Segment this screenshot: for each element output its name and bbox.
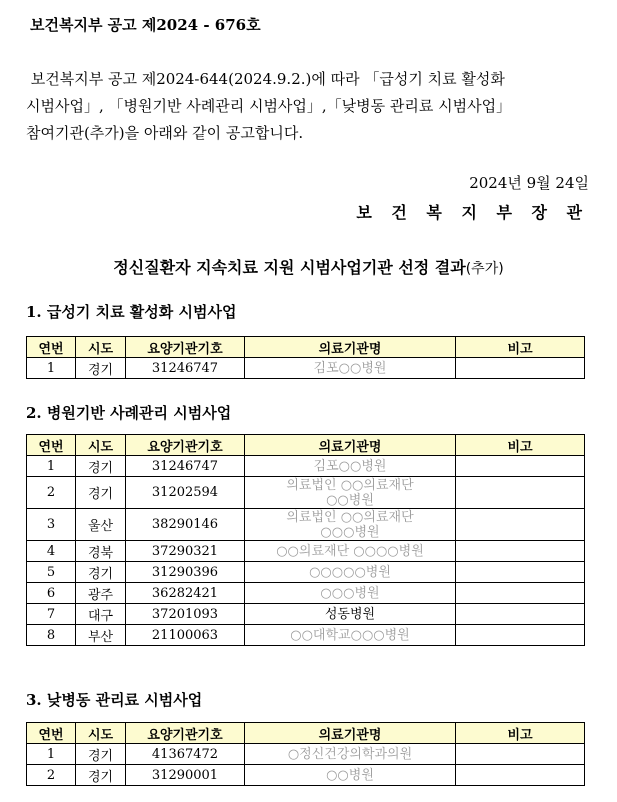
table-header-row [27, 435, 585, 456]
cell-note [456, 562, 585, 583]
table-row [27, 562, 585, 583]
cell-code: 21100063 [126, 625, 245, 646]
cell-code: 31246747 [126, 358, 245, 379]
table-row [27, 477, 585, 509]
cell-note [456, 765, 585, 786]
cell-note [456, 625, 585, 646]
cell-region: 광주 [76, 583, 126, 604]
cell-institution-name: ○○대학교○○○병원 [245, 625, 456, 646]
cell-institution-name: 의료법인 ○○의료재단 ○○병원 [245, 477, 456, 509]
section-heading: 3. 낮병동 관리료 시범사업 [26, 691, 203, 709]
cell-no: 8 [27, 625, 76, 646]
cell-no: 3 [27, 509, 76, 541]
table-row [27, 604, 585, 625]
table-row [27, 744, 585, 765]
title-suffix: (추가) [465, 261, 504, 277]
cell-region: 부산 [76, 625, 126, 646]
col-header-note: 비고 [456, 723, 585, 744]
cell-no: 7 [27, 604, 76, 625]
cell-institution-name: 성동병원 [245, 604, 456, 625]
table-row [27, 583, 585, 604]
body-line: 참여기관(추가)을 아래와 같이 공고합니다. [26, 124, 304, 142]
col-header-name: 의료기관명 [245, 435, 456, 456]
cell-institution-name: 의료법인 ○○의료재단 ○○○병원 [245, 509, 456, 541]
cell-no: 1 [27, 744, 76, 765]
cell-no: 5 [27, 562, 76, 583]
cell-institution-name: ○○○○○병원 [245, 562, 456, 583]
cell-institution-name: ○○○병원 [245, 583, 456, 604]
institution-table [26, 434, 585, 646]
cell-no: 6 [27, 583, 76, 604]
section-heading: 1. 급성기 치료 활성화 시범사업 [26, 303, 237, 321]
cell-no: 2 [27, 765, 76, 786]
cell-region: 경북 [76, 541, 126, 562]
cell-region: 경기 [76, 744, 126, 765]
cell-institution-name: ○○의료재단 ○○○○병원 [245, 541, 456, 562]
col-header-note: 비고 [456, 337, 585, 358]
body-line: 보건복지부 공고 제2024-644(2024.9.2.)에 따라 「급성기 치료 활성화 [26, 70, 505, 88]
col-header-code: 요양기관기호 [126, 337, 245, 358]
cell-note [456, 541, 585, 562]
notice-date: 2024년 9월 24일 [469, 174, 589, 192]
section-heading: 2. 병원기반 사례관리 시범사업 [26, 404, 232, 422]
cell-region: 경기 [76, 358, 126, 379]
table-row [27, 358, 585, 379]
issuer-signature: 보 건 복 지 부 장 관 [356, 203, 589, 222]
col-header-no: 연번 [27, 337, 76, 358]
col-header-region: 시도 [76, 435, 126, 456]
cell-region: 울산 [76, 509, 126, 541]
cell-code: 37201093 [126, 604, 245, 625]
col-header-name: 의료기관명 [245, 723, 456, 744]
cell-region: 대구 [76, 604, 126, 625]
table-row [27, 541, 585, 562]
cell-code: 31202594 [126, 477, 245, 509]
notice-number: 보건복지부 공고 제2024 - 676호 [30, 16, 261, 34]
institution-table [26, 336, 585, 379]
cell-code: 37290321 [126, 541, 245, 562]
table-header-row [27, 337, 585, 358]
institution-table [26, 722, 585, 786]
cell-institution-name: ○정신건강의학과의원 [245, 744, 456, 765]
col-header-code: 요양기관기호 [126, 723, 245, 744]
title-main: 정신질환자 지속치료 지원 시범사업기관 선정 결과 [113, 258, 466, 277]
table-row [27, 765, 585, 786]
cell-region: 경기 [76, 477, 126, 509]
cell-note [456, 583, 585, 604]
table-header-row [27, 723, 585, 744]
cell-region: 경기 [76, 456, 126, 477]
col-header-region: 시도 [76, 337, 126, 358]
document-title [0, 255, 617, 278]
col-header-code: 요양기관기호 [126, 435, 245, 456]
cell-code: 31246747 [126, 456, 245, 477]
table-row [27, 509, 585, 541]
cell-region: 경기 [76, 562, 126, 583]
cell-note [456, 604, 585, 625]
cell-code: 31290396 [126, 562, 245, 583]
table-row [27, 625, 585, 646]
col-header-no: 연번 [27, 435, 76, 456]
cell-note [456, 456, 585, 477]
col-header-note: 비고 [456, 435, 585, 456]
body-line: 시범사업」, 「병원기반 사례관리 시범사업」,「낮병동 관리료 시범사업」 [26, 97, 512, 115]
cell-code: 38290146 [126, 509, 245, 541]
cell-region: 경기 [76, 765, 126, 786]
notice-body [26, 66, 592, 147]
col-header-region: 시도 [76, 723, 126, 744]
col-header-name: 의료기관명 [245, 337, 456, 358]
cell-institution-name: 김포○○병원 [245, 358, 456, 379]
cell-code: 41367472 [126, 744, 245, 765]
cell-note [456, 509, 585, 541]
cell-note [456, 477, 585, 509]
cell-code: 31290001 [126, 765, 245, 786]
cell-no: 1 [27, 358, 76, 379]
cell-no: 2 [27, 477, 76, 509]
cell-institution-name: 김포○○병원 [245, 456, 456, 477]
col-header-no: 연번 [27, 723, 76, 744]
cell-note [456, 744, 585, 765]
table-row [27, 456, 585, 477]
cell-institution-name: ○○병원 [245, 765, 456, 786]
cell-code: 36282421 [126, 583, 245, 604]
cell-no: 4 [27, 541, 76, 562]
cell-note [456, 358, 585, 379]
cell-no: 1 [27, 456, 76, 477]
